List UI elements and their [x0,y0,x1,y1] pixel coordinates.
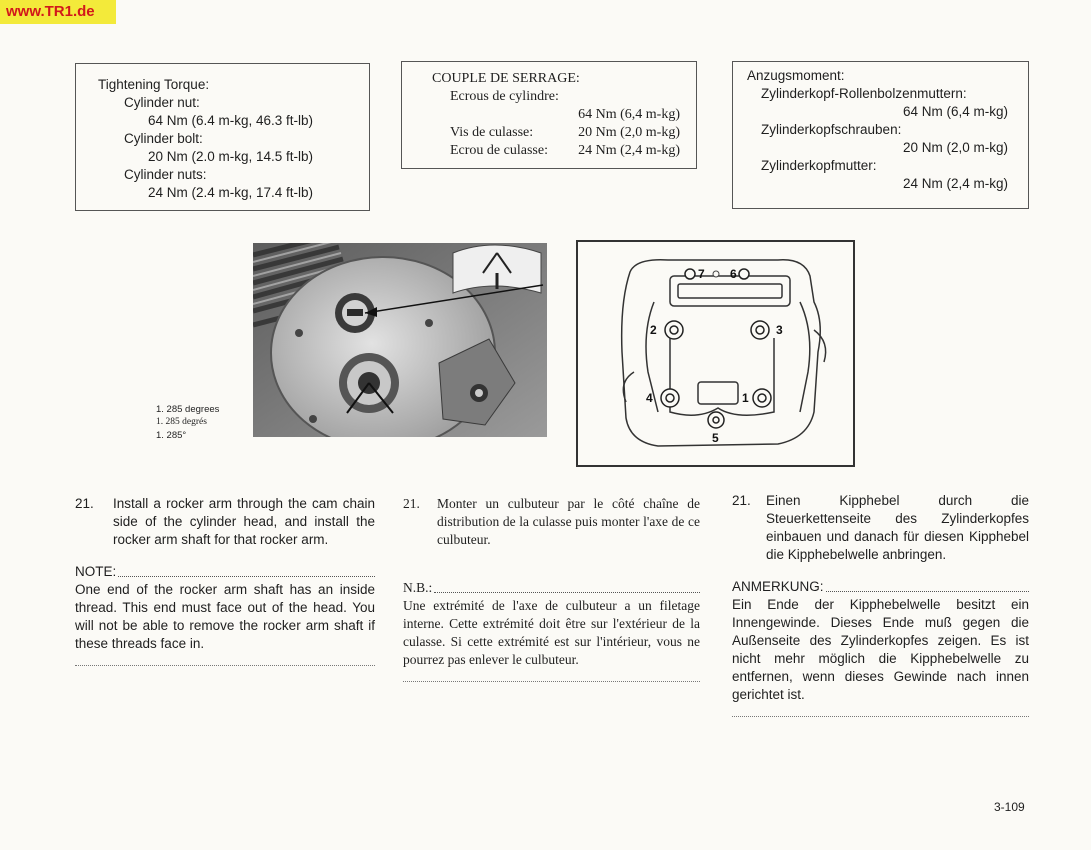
torque-label: Ecrou de culasse: [450,143,548,158]
step-text: Install a rocker arm through the cam chain side of the cylinder head, and install the rocker arm shaft for that rocker arm. [113,496,375,547]
bolt-label-6: 6 [730,267,737,281]
divider [732,716,1029,717]
caption-line: 1. 285 degrés [156,417,207,427]
torque-value: 20 Nm (2,0 m-kg) [578,125,680,140]
step-21 [75,495,375,549]
caption-line: 1. 285 degrees [156,404,220,415]
torque-label: Cylinder nuts: [124,167,207,182]
engine-photo [253,243,547,437]
column-en [75,495,375,666]
bolt-label-2: 2 [650,323,657,337]
note-heading [732,578,1029,596]
torque-value: 64 Nm (6.4 m-kg, 46.3 ft-lb) [148,113,314,128]
note-text: Une extrémité de l'axe de culbuteur a un filetage interne. Cette extrémité doit être sur l'extérieur de la culasse. Si cette extrémité est sur l'intérieur, vous ne pourrez pas enlever le culbuteur. [403,598,700,667]
step-21 [403,495,700,549]
site-watermark: www.TR1.de [0,0,116,24]
torque-value: 64 Nm (6,4 m-kg) [578,107,680,122]
step-number: 21. [732,493,751,508]
step-number: 21. [403,496,420,511]
torque-box-en [75,63,370,211]
torque-value: 24 Nm (2,4 m-kg) [578,143,680,158]
bolt-label-1: 1 [742,391,749,405]
bolt-label-7: 7 [698,267,705,281]
torque-value: 20 Nm (2,0 m-kg) [902,140,1008,155]
torque-title: COUPLE DE SERRAGE: [432,71,580,86]
torque-label: Ecrous de cylindre: [450,89,559,104]
step-21 [732,492,1029,564]
step-number: 21. [75,496,94,511]
torque-label: Zylinderkopfmutter: [761,158,877,173]
torque-value: 64 Nm (6,4 m-kg) [902,104,1008,119]
torque-box-de [732,61,1029,209]
torque-label: Vis de culasse: [450,125,534,140]
torque-label: Zylinderkopfschrauben: [761,122,902,137]
column-fr [403,495,700,682]
note-heading [75,563,375,581]
note-text: One end of the rocker arm shaft has an inside thread. This end must face out of the head. You will not be able to remove the rocker arm shaft if these threads face in. [75,582,375,651]
note-title: ANMERKUNG: [732,579,824,594]
step-text: Einen Kipphebel durch die Steuerkettenseite des Zylinderkopfes einbauen und danach für diesen Kipphebel die Kipphebelwelle anbringen. [766,493,1029,562]
torque-label: Cylinder nut: [124,95,200,110]
torque-value: 20 Nm (2.0 m-kg, 14.5 ft-lb) [148,149,314,164]
note-title: NOTE: [75,564,117,579]
step-text: Monter un culbuteur par le côté chaîne de distribution de la culasse puis monter l'axe de ce culbuteur. [437,496,700,547]
bolt-label-4: 4 [646,391,653,405]
page-number: 3-109 [994,800,1025,814]
torque-title: Tightening Torque: [98,77,210,92]
torque-value: 24 Nm (2,4 m-kg) [902,176,1008,191]
note-title: N.B.: [403,580,433,595]
torque-label: Cylinder bolt: [124,131,203,146]
torque-label: Zylinderkopf-Rollenbolzenmuttern: [761,86,967,101]
note-heading [403,579,700,597]
note-text: Ein Ende der Kipphebelwelle besitzt ein Innengewinde. Dieses Ende muß gegen die Außenseite des Zylinderkopfes zeigen. Es ist nicht mehr möglich die Kipphebelwelle zu entfernen, wenn dieses Gewinde nach innen gerichtet ist. [732,597,1029,702]
divider [403,681,700,682]
torque-title: Anzugsmoment: [747,68,845,83]
divider [75,665,375,666]
column-de [732,492,1029,717]
caption-line: 1. 285° [156,430,187,441]
photo-caption [156,403,219,442]
torque-box-fr [401,61,697,169]
bolt-label-5: 5 [712,431,719,445]
cylinder-head-diagram [576,240,855,467]
torque-value: 24 Nm (2.4 m-kg, 17.4 ft-lb) [148,185,314,200]
bolt-label-3: 3 [776,323,783,337]
